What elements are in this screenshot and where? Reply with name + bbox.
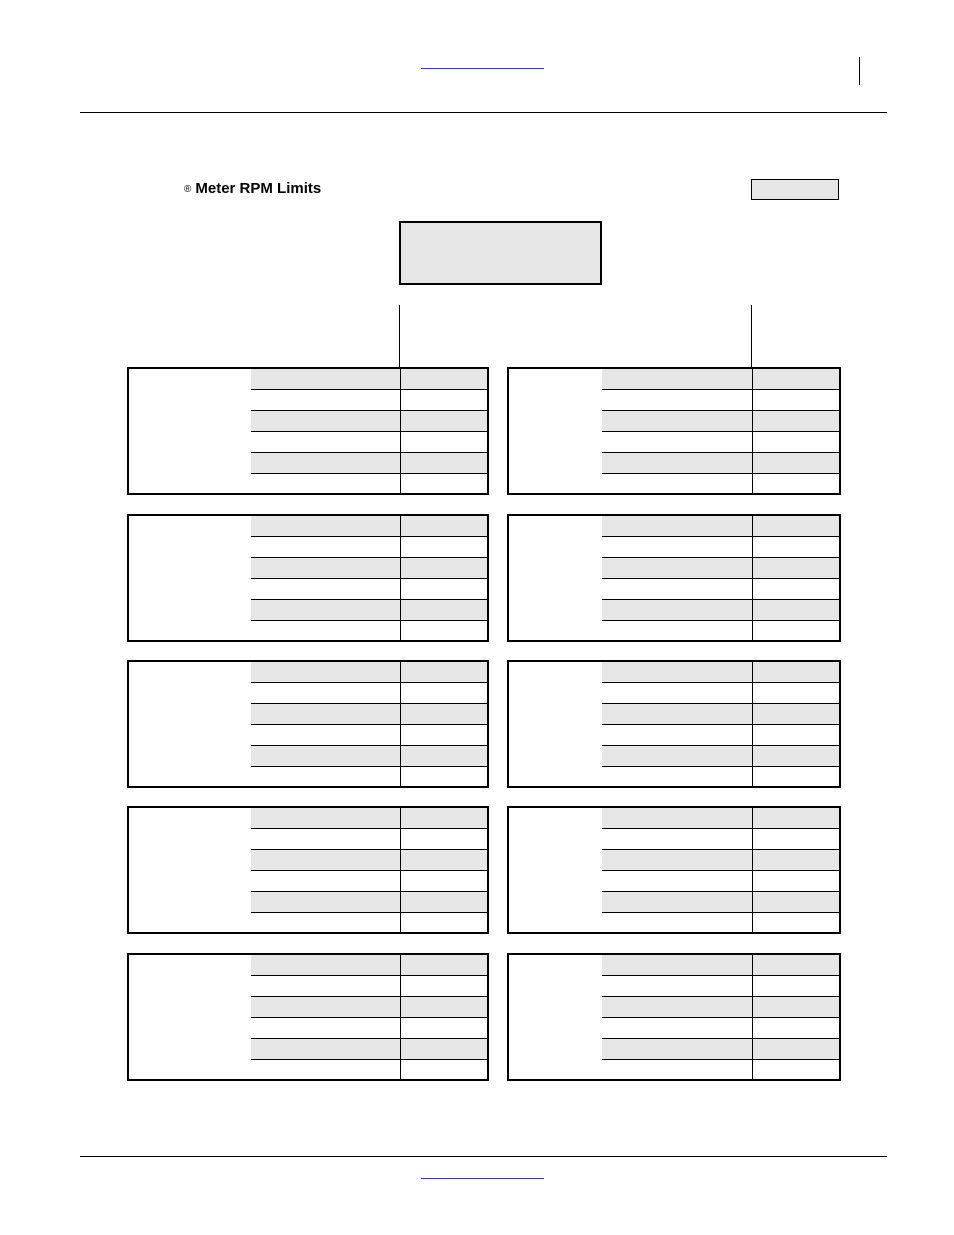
row-value-cell xyxy=(753,746,839,766)
monitor-screen xyxy=(399,221,602,285)
row-name-cell xyxy=(602,892,753,912)
row-name-cell xyxy=(602,997,753,1017)
meter-group xyxy=(507,514,841,642)
meter-group-label xyxy=(509,662,602,786)
row-value-cell xyxy=(401,411,487,431)
row-name-cell xyxy=(602,537,753,557)
row-name-cell xyxy=(251,725,401,745)
table-row xyxy=(251,808,487,829)
row-value-cell xyxy=(401,850,487,870)
table-row xyxy=(251,453,487,474)
header-link-underline xyxy=(421,68,544,69)
table-row xyxy=(251,1018,487,1039)
row-value-cell xyxy=(753,432,839,452)
table-row xyxy=(602,453,839,474)
table-row xyxy=(602,369,839,390)
row-value-cell xyxy=(753,892,839,912)
meter-group-label xyxy=(129,808,251,932)
table-row xyxy=(602,579,839,600)
meter-group-label xyxy=(129,662,251,786)
meter-group xyxy=(127,806,489,934)
row-name-cell xyxy=(251,1039,401,1059)
meter-group-label xyxy=(129,516,251,640)
row-name-cell xyxy=(602,390,753,410)
row-value-cell xyxy=(401,1060,487,1081)
row-name-cell xyxy=(251,516,401,536)
row-value-cell xyxy=(753,997,839,1017)
row-name-cell xyxy=(251,537,401,557)
table-row xyxy=(251,746,487,767)
row-name-cell xyxy=(602,725,753,745)
table-row xyxy=(251,829,487,850)
row-name-cell xyxy=(251,662,401,682)
meter-group xyxy=(127,953,489,1081)
table-row xyxy=(251,850,487,871)
table-row xyxy=(251,662,487,683)
row-name-cell xyxy=(602,453,753,473)
meter-group-rows xyxy=(602,955,839,1081)
header xyxy=(0,0,954,115)
table-row xyxy=(251,955,487,976)
meter-group-rows xyxy=(602,808,839,934)
meter-group xyxy=(507,806,841,934)
row-name-cell xyxy=(251,558,401,578)
row-value-cell xyxy=(753,411,839,431)
row-name-cell xyxy=(602,516,753,536)
meter-group xyxy=(507,660,841,788)
row-value-cell xyxy=(401,976,487,996)
row-name-cell xyxy=(251,704,401,724)
row-value-cell xyxy=(753,725,839,745)
table-row xyxy=(251,369,487,390)
row-value-cell xyxy=(753,579,839,599)
meter-group-label xyxy=(129,369,251,493)
meter-group-rows xyxy=(251,955,487,1081)
table-row xyxy=(602,892,839,913)
header-rule xyxy=(80,112,887,113)
row-value-cell xyxy=(753,1018,839,1038)
row-name-cell xyxy=(602,579,753,599)
table-row xyxy=(251,1060,487,1081)
row-value-cell xyxy=(401,600,487,620)
row-name-cell xyxy=(602,955,753,975)
meter-group-rows xyxy=(251,369,487,495)
section-title-text: Meter RPM Limits xyxy=(195,180,322,197)
row-value-cell xyxy=(753,537,839,557)
row-value-cell xyxy=(401,725,487,745)
row-value-cell xyxy=(753,621,839,642)
meter-group xyxy=(507,367,841,495)
row-value-cell xyxy=(401,432,487,452)
table-row xyxy=(602,725,839,746)
row-value-cell xyxy=(401,1039,487,1059)
table-row xyxy=(602,955,839,976)
row-value-cell xyxy=(753,808,839,828)
registered-mark: ® xyxy=(184,184,192,195)
row-value-cell xyxy=(401,808,487,828)
table-row xyxy=(602,390,839,411)
row-value-cell xyxy=(401,746,487,766)
meter-group-rows xyxy=(602,369,839,495)
footer-link-underline xyxy=(421,1178,544,1179)
table-row xyxy=(602,913,839,934)
row-name-cell xyxy=(602,1060,753,1081)
row-name-cell xyxy=(602,767,753,788)
row-value-cell xyxy=(753,976,839,996)
table-row xyxy=(251,579,487,600)
row-value-cell xyxy=(401,390,487,410)
meter-group-label xyxy=(509,369,602,493)
row-name-cell xyxy=(602,704,753,724)
table-row xyxy=(251,892,487,913)
row-value-cell xyxy=(753,704,839,724)
row-name-cell xyxy=(251,600,401,620)
table-row xyxy=(602,432,839,453)
row-name-cell xyxy=(602,1039,753,1059)
table-row xyxy=(602,662,839,683)
table-row xyxy=(251,390,487,411)
row-name-cell xyxy=(251,579,401,599)
footer-rule xyxy=(80,1156,887,1157)
header-margin-mark xyxy=(859,57,860,85)
meter-group-rows xyxy=(602,662,839,788)
row-name-cell xyxy=(251,829,401,849)
row-value-cell xyxy=(753,850,839,870)
row-value-cell xyxy=(401,369,487,389)
row-value-cell xyxy=(401,474,487,495)
row-name-cell xyxy=(251,390,401,410)
row-value-cell xyxy=(401,892,487,912)
row-value-cell xyxy=(401,913,487,934)
table-row xyxy=(251,704,487,725)
meter-group-rows xyxy=(602,516,839,642)
table-row xyxy=(602,558,839,579)
meter-group xyxy=(127,367,489,495)
row-name-cell xyxy=(602,432,753,452)
row-name-cell xyxy=(602,1018,753,1038)
meter-group xyxy=(127,514,489,642)
row-value-cell xyxy=(753,662,839,682)
row-name-cell xyxy=(251,453,401,473)
table-row xyxy=(251,767,487,788)
row-name-cell xyxy=(251,432,401,452)
header-link[interactable] xyxy=(421,52,544,68)
table-row xyxy=(251,976,487,997)
table-row xyxy=(602,704,839,725)
section-title xyxy=(184,180,321,197)
row-value-cell xyxy=(753,369,839,389)
meter-group xyxy=(127,660,489,788)
table-row xyxy=(251,558,487,579)
table-row xyxy=(602,1018,839,1039)
row-value-cell xyxy=(753,1060,839,1081)
row-value-cell xyxy=(401,579,487,599)
table-row xyxy=(251,997,487,1018)
table-row xyxy=(602,997,839,1018)
meter-group-rows xyxy=(251,808,487,934)
table-row xyxy=(602,871,839,892)
row-name-cell xyxy=(602,746,753,766)
row-name-cell xyxy=(251,1018,401,1038)
table-row xyxy=(251,1039,487,1060)
row-name-cell xyxy=(602,829,753,849)
row-value-cell xyxy=(401,516,487,536)
meter-group-rows xyxy=(251,662,487,788)
row-name-cell xyxy=(251,850,401,870)
row-name-cell xyxy=(251,913,401,934)
meter-group-label xyxy=(129,955,251,1079)
table-row xyxy=(251,600,487,621)
row-value-cell xyxy=(753,767,839,788)
left-value-column-line xyxy=(399,305,400,367)
table-row xyxy=(602,683,839,704)
table-row xyxy=(251,683,487,704)
row-value-cell xyxy=(401,829,487,849)
table-row xyxy=(602,850,839,871)
row-value-cell xyxy=(401,537,487,557)
row-name-cell xyxy=(602,600,753,620)
row-name-cell xyxy=(251,411,401,431)
row-name-cell xyxy=(602,662,753,682)
row-value-cell xyxy=(753,955,839,975)
row-value-cell xyxy=(753,871,839,891)
table-row xyxy=(251,621,487,642)
meter-group-label xyxy=(509,516,602,640)
row-value-cell xyxy=(401,997,487,1017)
reference-box xyxy=(751,179,839,200)
meter-group xyxy=(507,953,841,1081)
table-row xyxy=(602,537,839,558)
footer xyxy=(0,1150,954,1210)
meter-group-rows xyxy=(251,516,487,642)
table-row xyxy=(251,725,487,746)
row-value-cell xyxy=(753,683,839,703)
row-name-cell xyxy=(602,621,753,642)
row-name-cell xyxy=(251,892,401,912)
table-row xyxy=(251,432,487,453)
table-row xyxy=(602,1060,839,1081)
table-row xyxy=(602,746,839,767)
row-name-cell xyxy=(251,871,401,891)
row-name-cell xyxy=(602,850,753,870)
table-row xyxy=(251,871,487,892)
row-value-cell xyxy=(401,767,487,788)
table-row xyxy=(251,913,487,934)
table-row xyxy=(602,411,839,432)
row-name-cell xyxy=(251,621,401,642)
row-value-cell xyxy=(401,621,487,642)
row-value-cell xyxy=(401,955,487,975)
row-name-cell xyxy=(602,913,753,934)
table-row xyxy=(251,537,487,558)
row-name-cell xyxy=(251,955,401,975)
table-row xyxy=(602,474,839,495)
row-name-cell xyxy=(602,558,753,578)
row-value-cell xyxy=(753,829,839,849)
right-value-column-line xyxy=(751,305,752,367)
table-row xyxy=(602,767,839,788)
meter-group-label xyxy=(509,955,602,1079)
table-row xyxy=(251,474,487,495)
row-value-cell xyxy=(401,1018,487,1038)
row-value-cell xyxy=(753,1039,839,1059)
table-row xyxy=(602,808,839,829)
row-value-cell xyxy=(401,704,487,724)
row-name-cell xyxy=(602,474,753,495)
row-name-cell xyxy=(602,808,753,828)
row-name-cell xyxy=(602,411,753,431)
row-value-cell xyxy=(753,390,839,410)
table-row xyxy=(602,621,839,642)
table-row xyxy=(602,976,839,997)
row-value-cell xyxy=(753,558,839,578)
table-row xyxy=(602,600,839,621)
row-value-cell xyxy=(401,558,487,578)
row-value-cell xyxy=(753,453,839,473)
row-name-cell xyxy=(251,746,401,766)
table-row xyxy=(602,829,839,850)
row-name-cell xyxy=(251,808,401,828)
row-value-cell xyxy=(753,474,839,495)
row-name-cell xyxy=(602,683,753,703)
row-name-cell xyxy=(602,369,753,389)
row-name-cell xyxy=(602,871,753,891)
table-row xyxy=(602,1039,839,1060)
row-value-cell xyxy=(401,453,487,473)
table-row xyxy=(602,516,839,537)
row-value-cell xyxy=(753,600,839,620)
row-name-cell xyxy=(251,976,401,996)
row-name-cell xyxy=(251,474,401,495)
row-value-cell xyxy=(401,871,487,891)
row-value-cell xyxy=(753,913,839,934)
row-name-cell xyxy=(251,369,401,389)
row-value-cell xyxy=(753,516,839,536)
row-name-cell xyxy=(602,976,753,996)
row-name-cell xyxy=(251,683,401,703)
table-row xyxy=(251,516,487,537)
row-name-cell xyxy=(251,997,401,1017)
table-row xyxy=(251,411,487,432)
row-value-cell xyxy=(401,662,487,682)
row-value-cell xyxy=(401,683,487,703)
row-name-cell xyxy=(251,767,401,788)
row-name-cell xyxy=(251,1060,401,1081)
meter-group-label xyxy=(509,808,602,932)
footer-link[interactable] xyxy=(421,1162,544,1178)
